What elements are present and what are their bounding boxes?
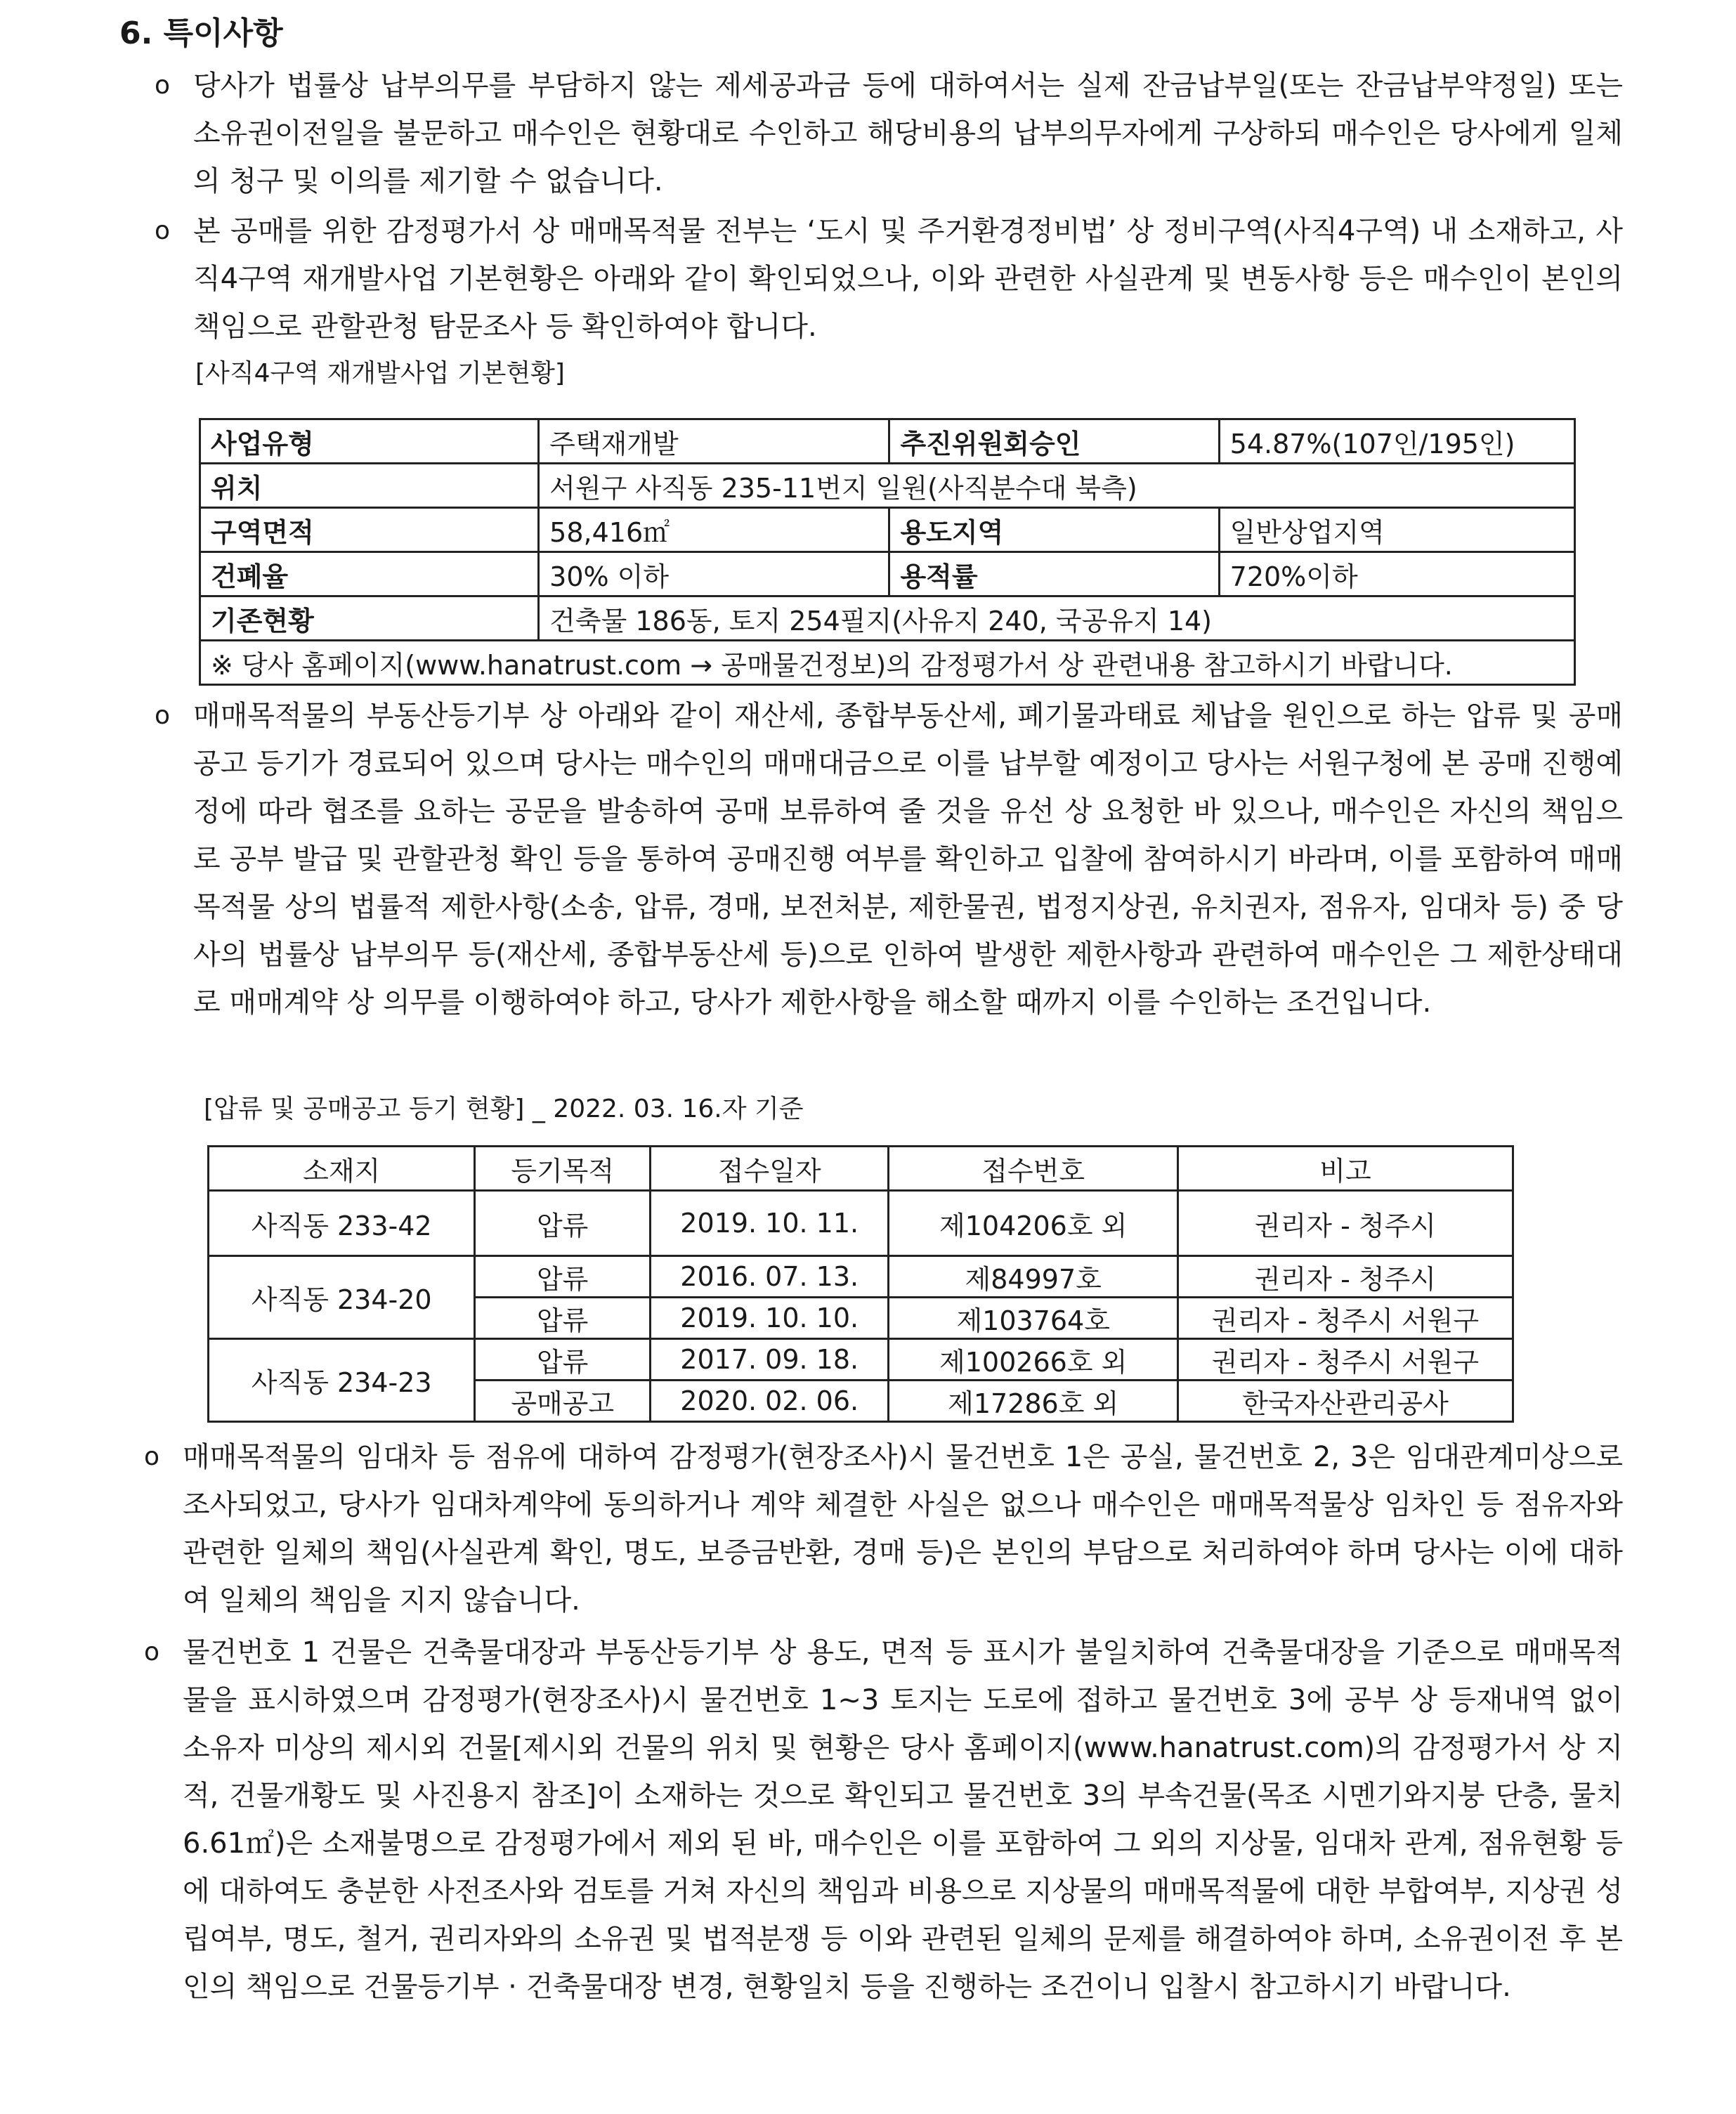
bullet-icon: ο (155, 216, 171, 245)
value-use-district: 일반상업지역 (1219, 508, 1574, 552)
cell-purpose: 압류 (475, 1191, 651, 1256)
cell-remarks: 권리자 - 청주시 (1177, 1191, 1513, 1256)
cell-date: 2017. 09. 18. (650, 1339, 889, 1381)
cell-location: 사직동 234-20 (209, 1256, 475, 1339)
cell-remarks: 한국자산관리공사 (1177, 1381, 1513, 1422)
cell-number: 제103764호 (889, 1298, 1177, 1339)
cell-purpose: 압류 (475, 1256, 651, 1298)
paragraph-text: 본 공매를 위한 감정평가서 상 매매목적물 전부는 ‘도시 및 주거환경정비법’ 상 정비구역(사직4구역) 내 소재하고, 사직4구역 재개발사업 기본현황은 아래와 같이 확인되었으나, 이와 관련한 사실관계 및 변동사항 등은 매수인이 본인의 책임으로 관할관청 탐문조사 등 확인하여야 합니다. (193, 215, 1623, 343)
table-row (200, 641, 1575, 685)
label-business-type: 사업유형 (200, 419, 539, 464)
paragraph-1 (155, 62, 1623, 205)
table-row (200, 419, 1575, 464)
cell-number: 제84997호 (889, 1256, 1177, 1298)
table-row (200, 596, 1575, 641)
label-use-district: 용도지역 (889, 508, 1219, 552)
label-zone-area: 구역면적 (200, 508, 539, 552)
bullet-icon: ο (144, 1638, 160, 1666)
label-location: 위치 (200, 464, 539, 508)
header-number: 접수번호 (889, 1147, 1177, 1191)
cell-remarks: 권리자 - 청주시 서원구 (1177, 1298, 1513, 1339)
table-row (200, 552, 1575, 596)
table-row (209, 1339, 1513, 1381)
paragraph-text: 매매목적물의 임대차 등 점유에 대하여 감정평가(현장조사)시 물건번호 1은 공실, 물건번호 2, 3은 임대관계미상으로 조사되었고, 당사가 임대차계약에 동의하거나 계약 체결한 사실은 없으나 매수인은 매매목적물상 임차인 등 점유자와 관련한 일체의 책임(사실관계 확인, 명도, 보증금반환, 경매 등)은 본인의 부담으로 처리하여야 하며 당사는 이에 대하여 일체의 책임을 지지 않습니다. (183, 1441, 1623, 1617)
cell-date: 2020. 02. 06. (650, 1381, 889, 1422)
value-location: 서원구 사직동 235-11번지 일원(사직분수대 북측) (539, 464, 1575, 508)
bullet-icon: ο (155, 701, 171, 730)
header-remarks: 비고 (1177, 1147, 1513, 1191)
paragraph-4 (144, 1433, 1623, 1624)
label-coverage-ratio: 건폐율 (200, 552, 539, 596)
table-row (200, 508, 1575, 552)
table-row (209, 1191, 1513, 1256)
cell-date: 2019. 10. 11. (650, 1191, 889, 1256)
paragraph-3 (155, 692, 1623, 1026)
label-committee-approval: 추진위원회승인 (889, 419, 1219, 464)
section-title: 6. 특이사항 (119, 15, 283, 51)
header-location: 소재지 (209, 1147, 475, 1191)
table2-caption: [압류 및 공매공고 등기 현황] _ 2022. 03. 16.자 기준 (204, 1095, 804, 1123)
value-business-type: 주택재개발 (539, 419, 889, 464)
paragraph-5 (144, 1629, 1623, 2011)
cell-date: 2019. 10. 10. (650, 1298, 889, 1339)
paragraph-text: 매매목적물의 부동산등기부 상 아래와 같이 재산세, 종합부동산세, 폐기물과태료 체납을 원인으로 하는 압류 및 공매공고 등기가 경료되어 있으며 당사는 매수인의 매매대금으로 이를 납부할 예정이고 당사는 서원구청에 본 공매 진행예정에 따라 협조를 요하는 공문을 발송하여 공매 보류하여 줄 것을 유선 상 요청한 바 있으나, 매수인은 자신의 책임으로 공부 발급 및 관할관청 확인 등을 통하여 공매진행 여부를 확인하고 입찰에 참여하시기 바라며, 이를 포함하여 매매목적물 상의 법률적 제한사항(소송, 압류, 경매, 보전처분, 제한물권, 법정지상권, 유치권자, 점유자, 임대차 등) 중 당사의 법률상 납부의무 등(재산세, 종합부동산세 등)으로 인하여 발생한 제한사항과 관련하여 매수인은 그 제한상태대로 매매계약 상 의무를 이행하여야 하고, 당사가 제한사항을 해소할 때까지 이를 수인하는 조건입니다. (193, 700, 1623, 1019)
table-header-row (209, 1147, 1513, 1191)
value-floor-area-ratio: 720%이하 (1219, 552, 1574, 596)
cell-date: 2016. 07. 13. (650, 1256, 889, 1298)
value-existing-status: 건축물 186동, 토지 254필지(사유지 240, 국공유지 14) (539, 596, 1575, 641)
cell-number: 제100266호 외 (889, 1339, 1177, 1381)
cell-location: 사직동 233-42 (209, 1191, 475, 1256)
cell-purpose: 압류 (475, 1339, 651, 1381)
cell-purpose: 압류 (475, 1298, 651, 1339)
cell-number: 제104206호 외 (889, 1191, 1177, 1256)
table-row (209, 1256, 1513, 1298)
cell-purpose: 공매공고 (475, 1381, 651, 1422)
value-zone-area: 58,416㎡ (539, 508, 889, 552)
table-note: ※ 당사 홈페이지(www.hanatrust.com → 공매물건정보)의 감정평가서 상 관련내용 참고하시기 바랍니다. (200, 641, 1575, 685)
cell-remarks: 권리자 - 청주시 서원구 (1177, 1339, 1513, 1381)
table1-caption: [사직4구역 재개발사업 기본현황] (195, 359, 565, 388)
label-existing-status: 기존현황 (200, 596, 539, 641)
cell-location: 사직동 234-23 (209, 1339, 475, 1422)
cell-number: 제17286호 외 (889, 1381, 1177, 1422)
label-floor-area-ratio: 용적률 (889, 552, 1219, 596)
header-date: 접수일자 (650, 1147, 889, 1191)
bullet-icon: ο (155, 71, 171, 100)
seizure-registration-table (207, 1145, 1514, 1423)
paragraph-text: 물건번호 1 건물은 건축물대장과 부동산등기부 상 용도, 면적 등 표시가 불일치하여 건축물대장을 기준으로 매매목적물을 표시하였으며 감정평가(현장조사)시 물건번호 1~3 토지는 도로에 접하고 물건번호 3에 공부 상 등재내역 없이 소유자 미상의 제시외 건물[제시외 건물의 위치 및 현황은 당사 홈페이지(www.hanatrust.com)의 감정평가서 상 지적, 건물개황도 및 사진용지 참조]이 소재하는 것으로 확인되고 물건번호 3의 부속건물(목조 시멘기와지붕 단층, 물치 6.61㎡)은 소재불명으로 감정평가에서 제외 된 바, 매수인은 이를 포함하여 그 외의 지상물, 임대차 관계, 점유현황 등에 대하여도 충분한 사전조사와 검토를 거쳐 자신의 책임과 비용으로 지상물의 매매목적물에 대한 부합여부, 지상권 성립여부, 명도, 철거, 권리자와의 소유권 및 법적분쟁 등 이와 관련된 일체의 문제를 해결하여야 하며, 소유권이전 후 본인의 책임으로 건물등기부 · 건축물대장 변경, 현황일치 등을 진행하는 조건이니 입찰시 참고하시기 바랍니다. (183, 1636, 1623, 2003)
paragraph-2 (155, 207, 1623, 351)
cell-remarks: 권리자 - 청주시 (1177, 1256, 1513, 1298)
value-coverage-ratio: 30% 이하 (539, 552, 889, 596)
redevelopment-status-table (199, 418, 1576, 686)
bullet-icon: ο (144, 1442, 160, 1471)
paragraph-text: 당사가 법률상 납부의무를 부담하지 않는 제세공과금 등에 대하여서는 실제 잔금납부일(또는 잔금납부약정일) 또는 소유권이전일을 불문하고 매수인은 현황대로 수인하고 해당비용의 납부의무자에게 구상하되 매수인은 당사에게 일체의 청구 및 이의를 제기할 수 없습니다. (193, 70, 1623, 197)
header-purpose: 등기목적 (475, 1147, 651, 1191)
table-row (200, 464, 1575, 508)
value-committee-approval: 54.87%(107인/195인) (1219, 419, 1574, 464)
